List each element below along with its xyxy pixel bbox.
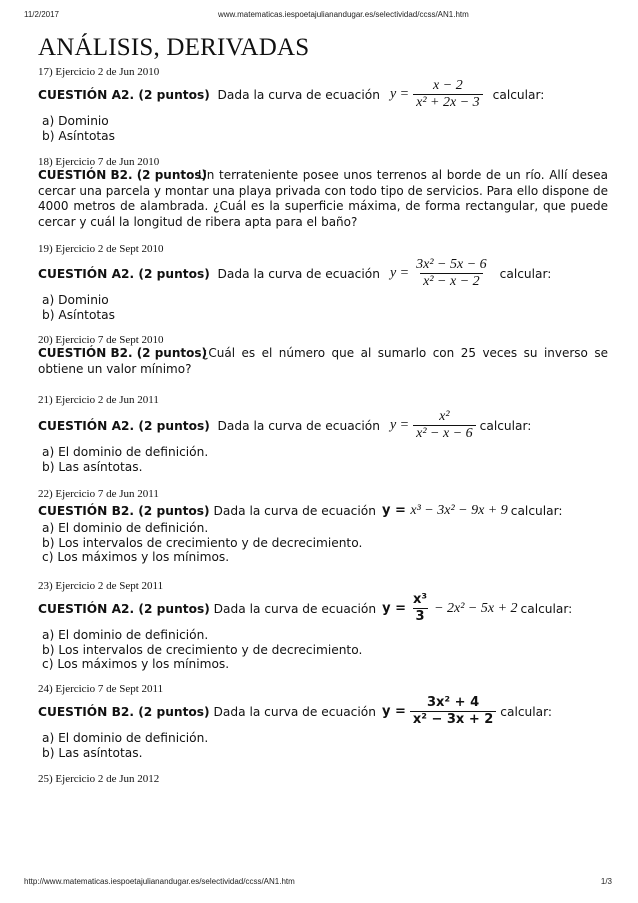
exercise-20 (38, 334, 608, 377)
question-intro: Dada la curva de ecuación (213, 704, 376, 719)
question-intro: Dada la curva de ecuación (217, 87, 380, 102)
exercise-label: 19) Ejercicio 2 de Sept 2010 (38, 243, 164, 255)
question-intro: Dada la curva de ecuación (213, 504, 376, 518)
list-item: b) Los intervalos de crecimiento y de decrecimiento. (42, 535, 363, 550)
question-intro: Dada la curva de ecuación (217, 418, 380, 433)
print-footer-url: http://www.matematicas.iespoetajulianandugar.es/selectividad/ccss/AN1.htm (24, 877, 295, 886)
exercise-24 (38, 683, 608, 760)
equation: y = $\frac{x - 2}{\text{x² + 2x − 3}}$ (390, 79, 487, 110)
equation: y = $\frac{\text{x³}}{3}$ − 2x² − 5x + 2 (382, 592, 518, 624)
exercise-21 (38, 394, 608, 474)
question-calc: calcular: (499, 266, 552, 281)
list-item: c) Los máximos y los mínimos. (42, 550, 230, 564)
exercise-label: 22) Ejercicio 7 de Jun 2011 (38, 488, 159, 500)
question-calc: calcular: (510, 504, 563, 518)
list-item: a) Dominio (42, 293, 109, 307)
exercise-label: 17) Ejercicio 2 de Jun 2010 (38, 66, 160, 78)
question-heading: CUESTIÓN A2. (2 puntos) (38, 266, 210, 281)
print-header-url: www.matematicas.iespoetajulianandugar.es/selectividad/ccss/AN1.htm (218, 10, 469, 19)
exercise-label: 20) Ejercicio 7 de Sept 2010 (38, 334, 164, 346)
exercise-19 (38, 243, 608, 322)
question-text: Un terrateniente posee unos terrenos al borde de un río. Allí desea cercar una parcela y montar una playa privada con todo tipo de servicios. Para ello dispone de 4000 metros de alambrada. ¿Cuál es la superficie máxima, de forma rectangular, que puede cercar y cuál la longitud de ribera apta para el baño? (38, 168, 608, 229)
question-intro: Dada la curva de ecuación (213, 601, 377, 616)
print-date: 11/2/2017 (24, 10, 59, 19)
exercise-label: 25) Ejercicio 2 de Jun 2012 (38, 773, 160, 785)
question-heading: CUESTIÓN B2. (2 puntos) (38, 346, 207, 360)
list-item: a) El dominio de definición. (42, 445, 209, 459)
equation: y = $\frac{\text{3x² − 5x − 6}}{\text{x² − x − 2}}$ (389, 257, 487, 289)
page-title: ANÁLISIS, DERIVADAS (38, 34, 310, 61)
list-item: b) Asíntotas (42, 307, 115, 322)
equation: y = x³ − 3x² − 9x + 9 (381, 503, 508, 518)
question-heading: CUESTIÓN A2. (2 puntos) (38, 87, 210, 102)
list-item: a) El dominio de definición. (42, 628, 209, 642)
list-item: a) Dominio (42, 114, 109, 128)
question-intro: Dada la curva de ecuación (217, 266, 380, 281)
question-calc: calcular: (500, 704, 553, 719)
exercise-18 (38, 156, 608, 230)
question-text: ¿Cuál es el número que al sumarlo con 25 veces su inverso se obtiene un valor mínimo? (38, 346, 608, 376)
exercise-23 (38, 580, 608, 672)
list-item: b) Asíntotas (42, 128, 115, 143)
exercise-label: 24) Ejercicio 7 de Sept 2011 (38, 683, 164, 695)
question-heading: CUESTIÓN B2. (2 puntos) (38, 704, 210, 719)
question-paragraph (38, 168, 608, 230)
exercise-label: 23) Ejercicio 2 de Sept 2011 (38, 580, 164, 592)
exercise-25 (38, 773, 608, 785)
list-item: a) El dominio de definición. (42, 731, 209, 745)
page-number: 1/3 (600, 877, 612, 886)
list-item: c) Los máximos y los mínimos. (42, 657, 230, 671)
question-heading: CUESTIÓN A2. (2 puntos) (38, 601, 210, 616)
question-calc: calcular: (520, 601, 573, 616)
exercise-22 (38, 488, 608, 565)
question-heading: CUESTIÓN B2. (2 puntos) (38, 168, 207, 182)
list-item: a) El dominio de definición. (42, 521, 209, 535)
equation: y = $\frac{\text{3x² + 4}}{\text{x² − 3x + 2}}$ (382, 696, 500, 727)
print-footer (0, 877, 638, 889)
list-item: b) Los intervalos de crecimiento y de decrecimiento. (42, 642, 363, 657)
question-heading: CUESTIÓN A2. (2 puntos) (38, 418, 210, 433)
exercise-17 (38, 66, 608, 143)
question-calc: calcular: (492, 87, 545, 102)
exercise-label: 21) Ejercicio 2 de Jun 2011 (38, 394, 159, 406)
list-item: b) Las asíntotas. (42, 459, 143, 474)
print-header (0, 10, 638, 22)
list-item: b) Las asíntotas. (42, 745, 143, 760)
exercise-label: 18) Ejercicio 7 de Jun 2010 (38, 156, 160, 168)
question-heading: CUESTIÓN B2. (2 puntos) (38, 504, 210, 518)
question-calc: calcular: (479, 418, 532, 433)
equation: y = $\frac{\text{x²}}{\text{x² − x − 6}}$ (390, 410, 480, 441)
question-paragraph (38, 346, 608, 377)
